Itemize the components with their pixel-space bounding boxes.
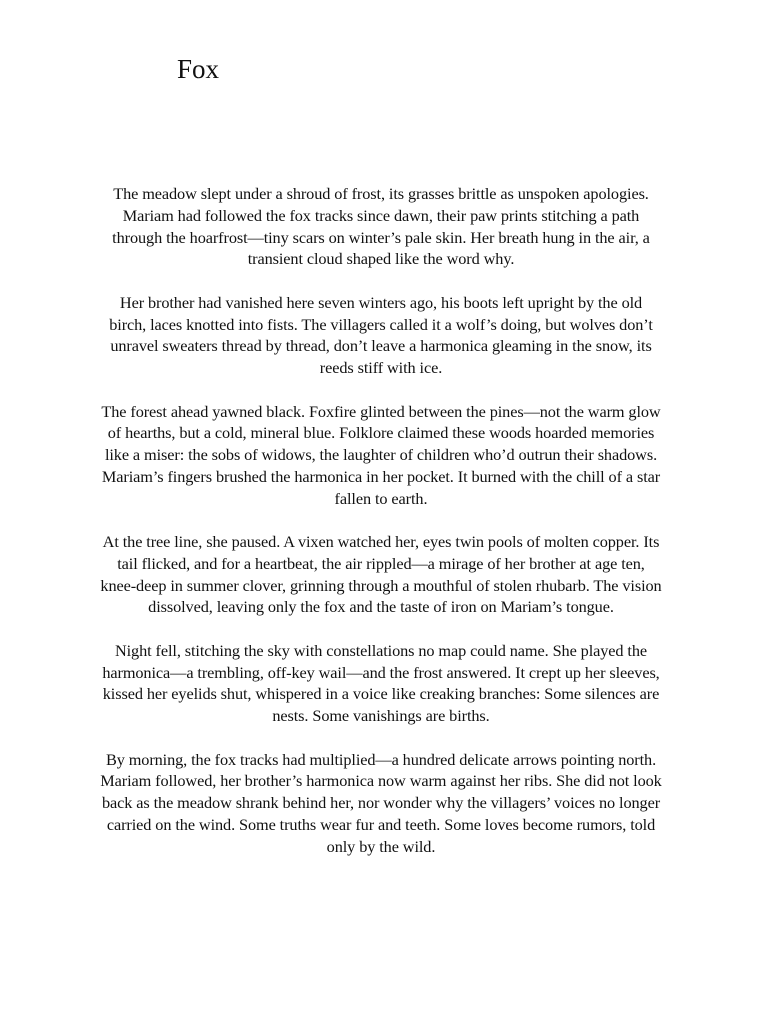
paragraph-3: The forest ahead yawned black. Foxfire glinted between the pines—not the warm glow of hearths, but a cold, mineral blue. Folklore claimed these woods hoarded memories like a miser: the sobs of widows, the laughter of children who’d outrun their shadows. Mariam’s fingers brushed the harmonica in her pocket. It burned with the chill of a star fallen to earth. xyxy=(101,401,661,508)
page-title: Fox xyxy=(177,54,220,84)
paragraph-6: By morning, the fox tracks had multiplied—a hundred delicate arrows pointing north. Mariam followed, her brother’s harmonica now warm against her ribs. She did not look back as the meadow shrank behind her, nor wonder why the villagers’ voices no longer carried on the wind. Some truths wear fur and teeth. Some loves become rumors, told only by the wild. xyxy=(100,749,662,856)
story-body xyxy=(100,183,662,879)
paragraph-5: Night fell, stitching the sky with constellations no map could name. She played the harmonica—a trembling, off-key wail—and the frost answered. It crept up her sleeves, kissed her eyelids shut, whispered in a voice like creaking branches: Some silences are nests. Some vanishings are births. xyxy=(102,640,660,725)
paragraph-2: Her brother had vanished here seven winters ago, his boots left upright by the old birch, laces knotted into fists. The villagers called it a wolf’s doing, but wolves don’t unravel sweaters thread by thread, don’t leave a harmonica gleaming in the snow, its reeds stiff with ice. xyxy=(109,292,653,377)
paragraph-1: The meadow slept under a shroud of frost, its grasses brittle as unspoken apologies. Mariam had followed the fox tracks since dawn, their paw prints stitching a path through the hoarfrost—tiny scars on winter’s pale skin. Her breath hung in the air, a transient cloud shaped like the word why. xyxy=(112,184,650,269)
paragraph-4: At the tree line, she paused. A vixen watched her, eyes twin pools of molten copper. Its tail flicked, and for a heartbeat, the air rippled—a mirage of her brother at age ten, knee-deep in summer clover, grinning through a mouthful of stolen rhubarb. The vision dissolved, leaving only the fox and the taste of iron on Mariam’s tongue. xyxy=(100,532,662,617)
